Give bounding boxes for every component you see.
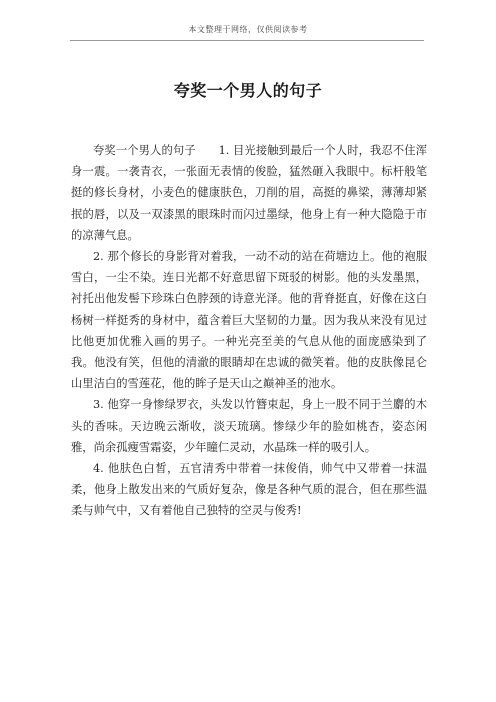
header-divider	[70, 40, 424, 41]
paragraph-2: 2. 那个修长的身影背对着我，一动不动的站在荷塘边上。他的袍服雪白，一尘不染。连日光都不好意思留下斑驳的树影。他的头发墨黑，衬托出他发髻下珍珠白色脖颈的诗意光泽。他的背脊挺直，好像在这白杨树一样挺秀的身材中，蕴含着巨大坚韧的力量。因为我从来没有见过比他更加优雅入画的男子。一种光亮至美的气息从他的面庞感染到了我。他没有笑，但他的清澈的眼睛却在忠诚的微笑着。他的皮肤像昆仑山里洁白的雪莲花，他的眸子是天山之巅神圣的池水。	[71, 250, 427, 391]
header-note: 本文整理于网络，仅供阅读参考	[188, 25, 308, 34]
paragraph-3: 3. 他穿一身惨绿罗衣，头发以竹簪束起，身上一股不同于兰麝的木头的香味。天边晚云渐收，淡天琉璃。惨绿少年的脸如桃杏，姿态闲雅，尚余孤瘦雪霜姿，少年瞳仁灵动，水晶珠一样的吸引人。	[71, 398, 427, 454]
paragraph-1: 夸奖一个男人的句子 1. 目光接触到最后一个人时，我忍不住浑身一震。一袭青衣，一张面无表情的俊脸，猛然砸入我眼中。标杆般笔挺的修长身材，小麦色的健康肤色，刀削的眉，高挺的鼻梁，薄薄却紧抿的唇，以及一双漆黑的眼珠时而闪过墨绿，他身上有一种大隐隐于市的凉薄气息。	[71, 144, 427, 242]
paragraph-4: 4. 他肤色白皙，五官清秀中带着一抹俊俏，帅气中又带着一抹温柔，他身上散发出来的气质好复杂，像是各种气质的混合，但在那些温柔与帅气中，又有着他自己独特的空灵与俊秀!	[71, 462, 427, 518]
document-body	[71, 140, 427, 522]
document-title: 夸奖一个男人的句子	[173, 81, 323, 100]
